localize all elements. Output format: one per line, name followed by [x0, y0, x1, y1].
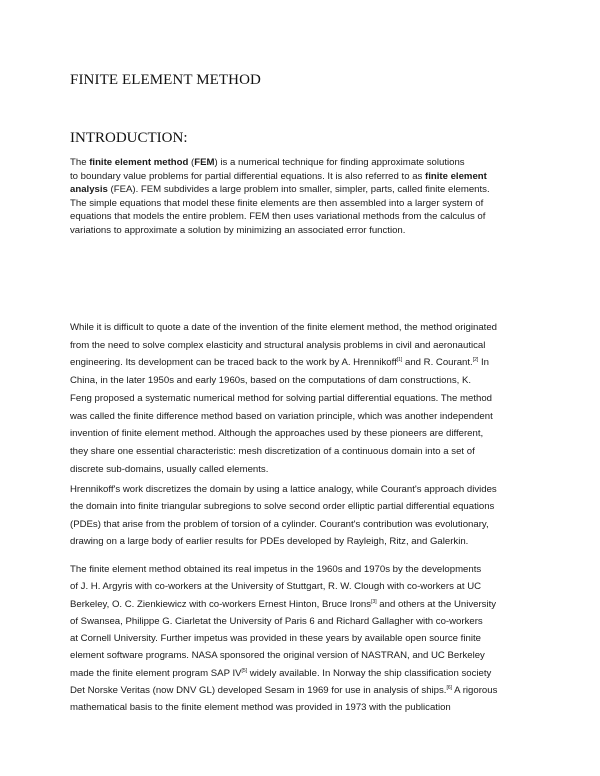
- citation-ref[interactable]: [5]: [241, 667, 248, 674]
- citation-ref[interactable]: [1]: [396, 357, 403, 364]
- text-line: Det Norske Veritas (now DNV GL) developed Sesam in 1969 for use in analysis of ships.[6] A rigorous: [70, 684, 498, 697]
- document-title: FINITE ELEMENT METHOD: [70, 72, 261, 88]
- bold-term: finite element method: [89, 157, 189, 168]
- text-line: (PDEs) that arise from the problem of torsion of a cylinder. Courant's contribution was evolutionary,: [70, 518, 489, 530]
- text-line: made the finite element program SAP IV[5] widely available. In Norway the ship classification society: [70, 667, 492, 679]
- intro-paragraph: [70, 156, 540, 237]
- text-line: Berkeley, O. C. Zienkiewicz with co-workers Ernest Hinton, Bruce Irons[3] and others at the University: [70, 598, 497, 610]
- text-line: analysis (FEA). FEM subdivides a large problem into smaller, simpler, parts, called finite elements.: [70, 184, 490, 195]
- text-line: they share one essential characteristic: mesh discretization of a continuous domain into a set of: [70, 445, 475, 457]
- text-line: equations that models the entire problem. FEM then uses variational methods from the calculus of: [70, 211, 486, 222]
- text-line: drawing on a large body of earlier results for PDEs developed by Rayleigh, Ritz, and Galerkin.: [70, 535, 469, 547]
- section-heading: INTRODUCTION:: [70, 130, 188, 146]
- impetus-paragraph: [70, 561, 540, 717]
- bold-term: analysis: [70, 184, 108, 195]
- citation-ref[interactable]: [2]: [472, 357, 479, 364]
- history-paragraph: [70, 319, 540, 478]
- text-line: at Cornell University. Further impetus was provided in these years by available open source finite: [70, 633, 481, 645]
- text-line: variations to approximate a solution by minimizing an associated error function.: [70, 224, 406, 236]
- text-line: of Swansea, Philippe G. Ciarletat the University of Paris 6 and Richard Gallagher with co-workers: [70, 615, 483, 627]
- text-line: The simple equations that model these finite elements are then assembled into a larger system of: [70, 197, 484, 209]
- bold-term: finite element: [425, 170, 487, 182]
- text-line: The finite element method obtained its real impetus in the 1960s and 1970s by the developments: [70, 564, 482, 575]
- text-line: element software programs. NASA sponsored the original version of NASTRAN, and UC Berkeley: [70, 650, 485, 662]
- text-line: Hrennikoff's work discretizes the domain by using a lattice analogy, while Courant's approach divides: [70, 484, 497, 495]
- bold-term: FEM: [194, 157, 215, 168]
- text-line: invention of finite element method. Although the approaches used by these pioneers are different,: [70, 428, 484, 440]
- citation-ref[interactable]: [3]: [371, 598, 377, 605]
- text-line: to boundary value problems for partial differential equations. It is also referred to as finite element: [70, 170, 487, 182]
- text-line: was called the finite difference method based on variation principle, which was another independent: [70, 410, 493, 422]
- text-line: engineering. Its development can be traced back to the work by A. Hrennikoff[1] and R. Courant.[2] In: [70, 357, 489, 369]
- text-line: China, in the later 1950s and early 1960s, based on the computations of dam constructions, K.: [70, 375, 472, 387]
- text-line: mathematical basis to the finite element method was provided in 1973 with the publication: [70, 702, 451, 714]
- text-line: Feng proposed a systematic numerical method for solving partial differential equations. The method: [70, 392, 493, 404]
- text-line: While it is difficult to quote a date of the invention of the finite element method, the method originated: [70, 322, 498, 333]
- citation-ref[interactable]: [6]: [446, 684, 453, 691]
- text-line: The finite element method (FEM) is a numerical technique for finding approximate solutions: [70, 157, 465, 168]
- text-line: of J. H. Argyris with co-workers at the University of Stuttgart, R. W. Clough with co-workers at UC: [70, 581, 482, 593]
- hrennikoff-paragraph: [70, 481, 540, 550]
- text-line: the domain into finite triangular subregions to solve second order elliptic partial differential equations: [70, 501, 495, 513]
- text-line: discrete sub-domains, usually called elements.: [70, 463, 269, 475]
- text-line: from the need to solve complex elasticity and structural analysis problems in civil and aeronautical: [70, 339, 486, 351]
